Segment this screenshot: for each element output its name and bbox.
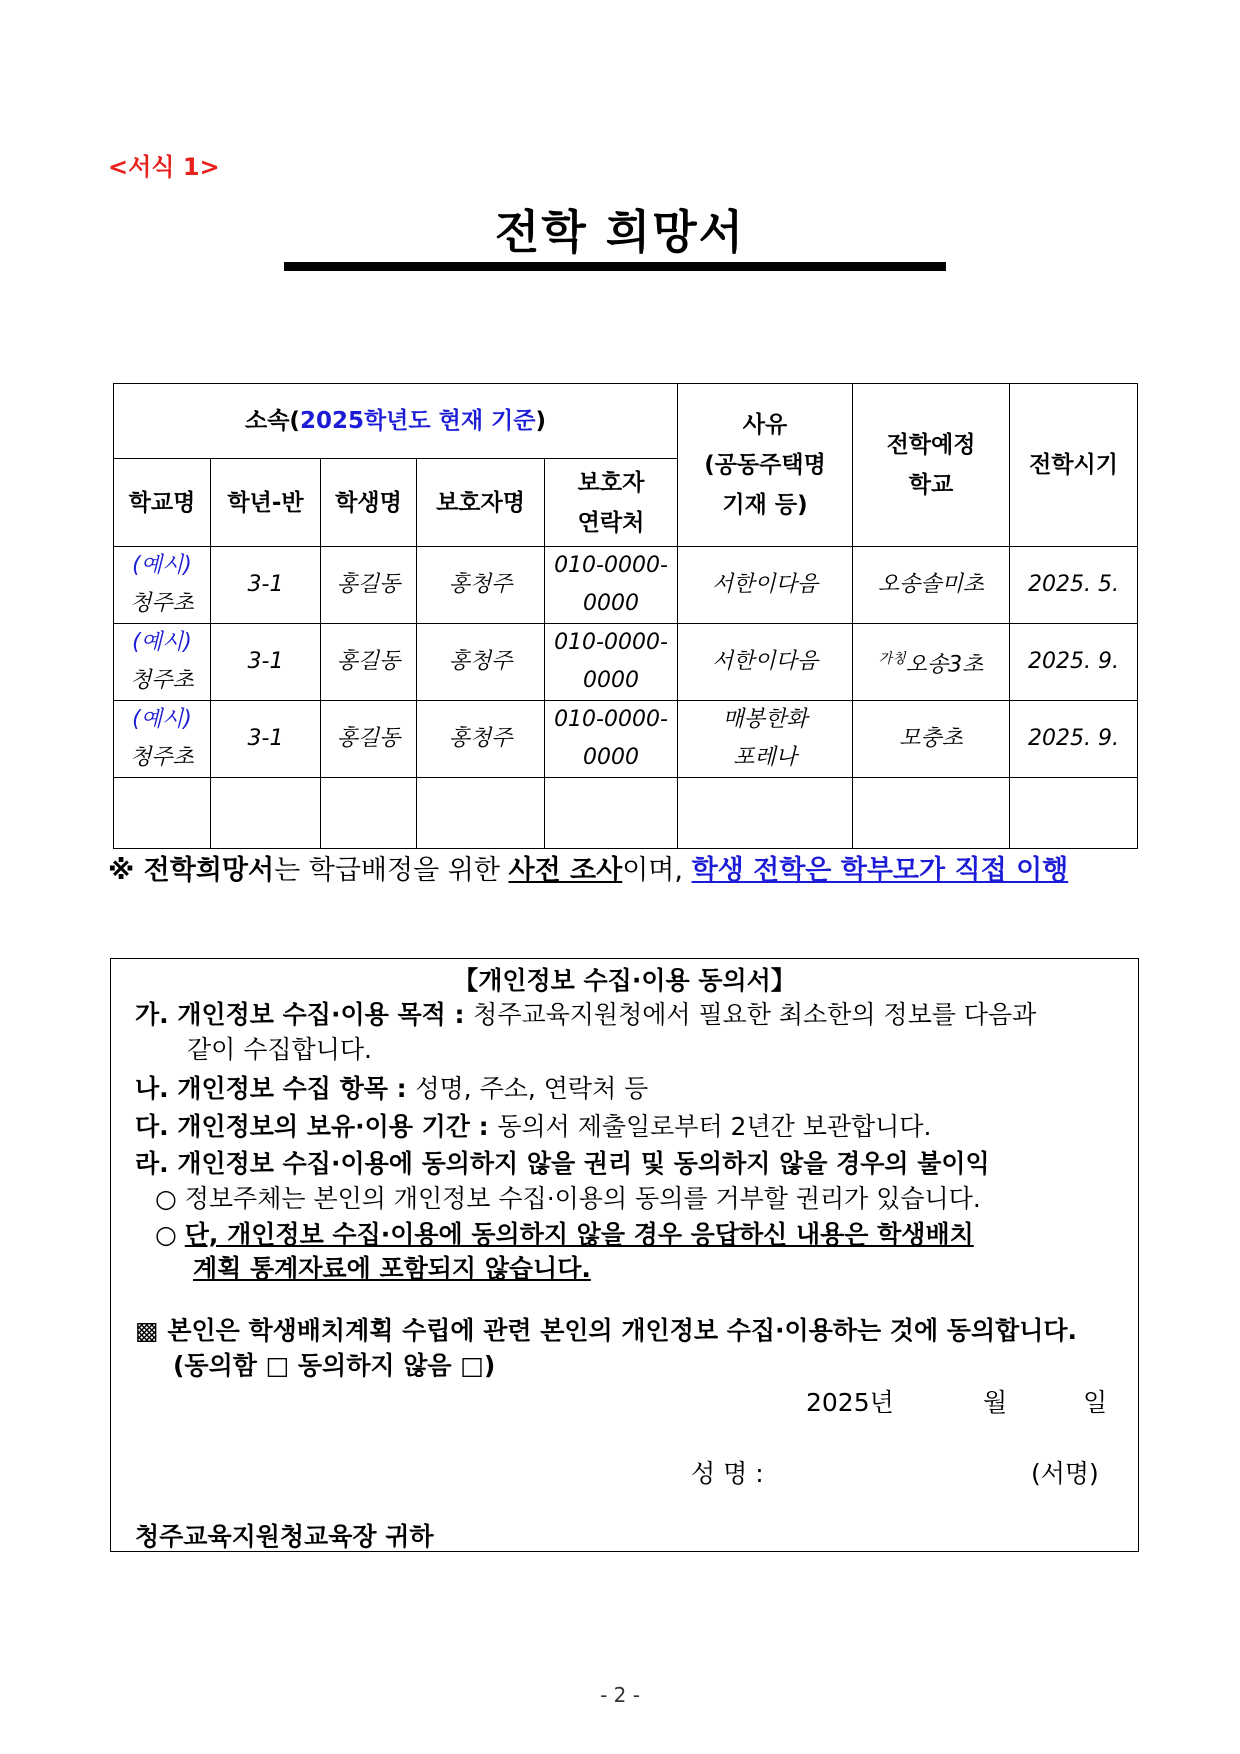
transfer-table <box>113 383 1138 849</box>
consent-bullet-2-cont: 계획 통계자료에 포함되지 않습니다. <box>193 1254 591 1283</box>
document-title: 전학 희망서 <box>494 205 746 259</box>
consent-bullet-2: ○ 단, 개인정보 수집·이용에 동의하지 않을 경우 응답하신 내용은 학생배치 <box>155 1220 974 1249</box>
col-school-name: 학교명 <box>114 459 211 547</box>
table-row: (예시) 청주초 3-1 홍길동 홍청주 010-0000- 0000 서한이다음 오송솔미초 2025. 5. <box>114 547 1138 624</box>
title-underline <box>284 262 946 271</box>
consent-agree-options[interactable]: (동의함 □ 동의하지 않음 □) <box>173 1351 496 1380</box>
name-label: 성 명 : <box>691 1459 764 1488</box>
consent-box <box>110 958 1139 1552</box>
addressee: 청주교육지원청교육장 귀하 <box>135 1522 434 1551</box>
date-year: 2025년 <box>806 1388 894 1417</box>
notice-line: ※ 전학희망서는 학급배정을 위한 사전 조사이며, 학생 전학은 학부모가 직접 이행 <box>108 855 1069 886</box>
consent-item-c: 다. 개인정보의 보유·이용 기간 : 동의서 제출일로부터 2년간 보관합니다. <box>135 1112 932 1141</box>
reason-header: 사유 (공동주택명 기재 등) <box>678 384 853 547</box>
consent-item-a-cont: 같이 수집합니다. <box>187 1035 372 1064</box>
date-day: 일 <box>1083 1388 1108 1417</box>
target-school-header: 전학예정 학교 <box>853 384 1010 547</box>
affiliation-header: 소속(2025학년도 현재 기준) <box>114 384 678 459</box>
col-student-name: 학생명 <box>321 459 417 547</box>
consent-item-d: 라. 개인정보 수집·이용에 동의하지 않을 권리 및 동의하지 않을 경우의 불이익 <box>135 1149 990 1178</box>
date-month: 월 <box>983 1388 1008 1417</box>
col-guardian-contact: 보호자 연락처 <box>545 459 678 547</box>
consent-agree-text: ▩ 본인은 학생배치계획 수립에 관련 본인의 개인정보 수집·이용하는 것에 동의합니다. <box>135 1316 1078 1345</box>
consent-heading: 【개인정보 수집·이용 동의서】 <box>453 966 796 995</box>
table-row: (예시) 청주초 3-1 홍길동 홍청주 010-0000- 0000 매봉한화 포레나 모충초 2025. 9. <box>114 701 1138 778</box>
page-number: - 2 - <box>600 1683 640 1707</box>
form-label: <서식 1> <box>108 153 220 181</box>
col-guardian-name: 보호자명 <box>417 459 545 547</box>
signature-label: (서명) <box>1031 1459 1099 1488</box>
period-header: 전학시기 <box>1010 384 1138 547</box>
table-row-empty <box>114 778 1138 849</box>
consent-item-b: 나. 개인정보 수집 항목 : 성명, 주소, 연락처 등 <box>135 1074 649 1103</box>
col-grade-class: 학년-반 <box>211 459 321 547</box>
consent-item-a: 가. 개인정보 수집·이용 목적 : 청주교육지원청에서 필요한 최소한의 정보를 다음과 <box>135 1000 1037 1029</box>
consent-bullet-1: ○ 정보주체는 본인의 개인정보 수집·이용의 동의를 거부할 권리가 있습니다. <box>155 1184 981 1213</box>
table-row: (예시) 청주초 3-1 홍길동 홍청주 010-0000- 0000 서한이다음 $^{가칭}$오송3초 2025. 9. <box>114 624 1138 701</box>
